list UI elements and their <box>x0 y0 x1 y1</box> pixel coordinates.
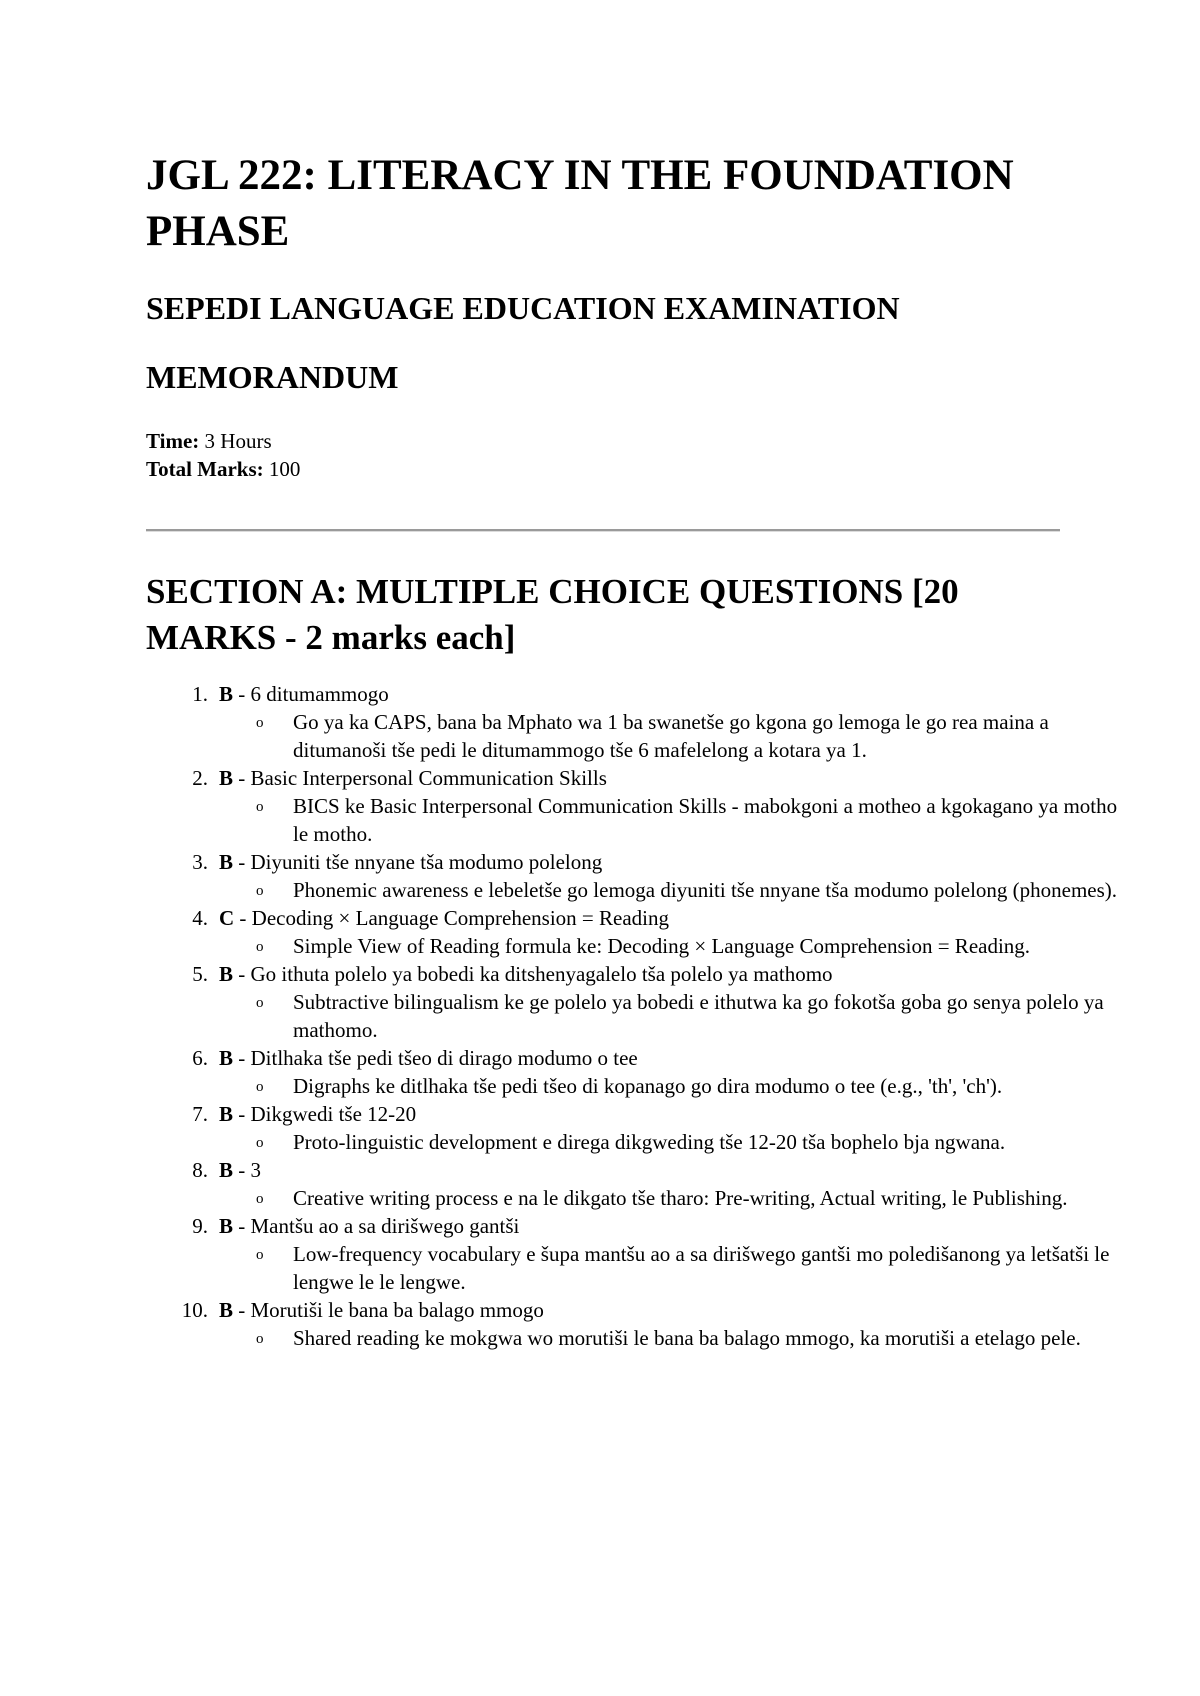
explanation-text: BICS ke Basic Interpersonal Communication Skills - mabokgoni a motheo a kgokagano ya motho le motho. <box>293 794 1118 846</box>
answer-letter: B <box>219 1102 234 1126</box>
explanation-item <box>146 876 1133 904</box>
explanation-item <box>146 1128 1133 1156</box>
question-number: 1. <box>192 682 208 706</box>
circle-bullet-icon: o <box>256 1191 264 1207</box>
answer-line <box>192 1212 1060 1240</box>
question-number: 5. <box>192 962 208 986</box>
explanation-item <box>146 1072 1133 1100</box>
question-number: 4. <box>192 906 208 930</box>
answer-letter: B <box>219 682 234 706</box>
answer-letter: C <box>219 906 235 930</box>
answer-item <box>146 680 1060 764</box>
answer-item <box>146 960 1104 1044</box>
answer-letter: B <box>219 1214 234 1238</box>
explanation-item <box>146 988 1133 1044</box>
circle-bullet-icon: o <box>256 1079 264 1095</box>
circle-bullet-icon: o <box>256 995 264 1011</box>
circle-bullet-icon: o <box>256 715 264 731</box>
answer-text: - 6 ditumammogo <box>233 682 389 706</box>
explanation-text: Phonemic awareness e lebeletše go lemoga diyuniti tše nnyane tša modumo polelong (phonemes). <box>293 878 1118 902</box>
exam-meta <box>146 427 300 483</box>
answer-item <box>146 1156 1068 1212</box>
explanation-text: Creative writing process e na le dikgato tše tharo: Pre-writing, Actual writing, le Publishing. <box>293 1186 1068 1210</box>
time-line <box>146 427 300 455</box>
circle-bullet-icon: o <box>256 883 264 899</box>
question-number: 8. <box>192 1158 208 1182</box>
explanation-item <box>146 708 1133 764</box>
answer-item <box>146 904 1060 960</box>
answer-line <box>192 904 1060 932</box>
answer-line <box>192 848 1060 876</box>
answer-line <box>192 1044 1060 1072</box>
question-number: 7. <box>192 1102 208 1126</box>
answer-text: - Decoding × Language Comprehension = Reading <box>234 906 669 930</box>
horizontal-divider <box>146 529 1060 532</box>
answer-list <box>146 680 1118 1352</box>
answer-letter: B <box>219 1158 234 1182</box>
explanation-item <box>146 1240 1133 1296</box>
answer-text: - Morutiši le bana ba balago mmogo <box>233 1298 544 1322</box>
circle-bullet-icon: o <box>256 799 264 815</box>
exam-subtitle: SEPEDI LANGUAGE EDUCATION EXAMINATION <box>146 290 900 326</box>
answer-text: - Diyuniti tše nnyane tša modumo polelong <box>233 850 603 874</box>
answer-item <box>146 1100 1060 1156</box>
explanation-item <box>146 792 1133 848</box>
section-a-title: SECTION A: MULTIPLE CHOICE QUESTIONS [20 MARKS - 2 marks each] <box>146 572 959 657</box>
explanation-text: Simple View of Reading formula ke: Decoding × Language Comprehension = Reading. <box>293 934 1031 958</box>
total-marks-value: 100 <box>268 457 301 481</box>
answer-letter: B <box>219 1298 234 1322</box>
answer-text: - Go ithuta polelo ya bobedi ka ditshenyagalelo tša polelo ya mathomo <box>233 962 833 986</box>
answer-text: - Mantšu ao a sa dirišwego gantši <box>233 1214 520 1238</box>
answer-item <box>146 848 1118 904</box>
answer-item <box>146 1044 1060 1100</box>
question-number: 3. <box>192 850 208 874</box>
answer-text: - Dikgwedi tše 12-20 <box>233 1102 417 1126</box>
explanation-text: Digraphs ke ditlhaka tše pedi tšeo di kopanago go dira modumo o tee (e.g., 'th', 'ch'). <box>293 1074 1003 1098</box>
answer-line <box>192 680 1060 708</box>
question-number: 9. <box>192 1214 208 1238</box>
time-value: 3 Hours <box>204 429 272 453</box>
answer-line <box>192 1100 1060 1128</box>
total-marks-label: Total Marks: <box>146 457 264 481</box>
question-number: 6. <box>192 1046 208 1070</box>
answer-letter: B <box>219 1046 234 1070</box>
answer-line <box>192 960 1060 988</box>
explanation-item <box>146 1324 1133 1352</box>
explanation-text: Go ya ka CAPS, bana ba Mphato wa 1 ba swanetše go kgona go lemoga le go rea maina a ditumanoši tše pedi le ditumammogo tše 6 mafelelong a kotara ya 1. <box>293 710 1049 762</box>
explanation-text: Shared reading ke mokgwa wo morutiši le bana ba balago mmogo, ka morutiši a etelago pele. <box>293 1326 1081 1350</box>
answer-line <box>192 1156 1060 1184</box>
explanation-item <box>146 1184 1133 1212</box>
document-title: JGL 222: LITERACY IN THE FOUNDATION PHASE <box>146 152 1014 255</box>
answer-item <box>146 1212 1110 1296</box>
total-marks-line <box>146 455 300 483</box>
explanation-text: Low-frequency vocabulary e šupa mantšu ao a sa dirišwego gantši mo poledišanong ya letšatši le lengwe le le lengwe. <box>293 1242 1110 1294</box>
answer-text: - Basic Interpersonal Communication Skills <box>233 766 607 790</box>
answer-letter: B <box>219 962 234 986</box>
explanation-item <box>146 932 1133 960</box>
answer-letter: B <box>219 766 234 790</box>
answer-text: - 3 <box>233 1158 262 1182</box>
circle-bullet-icon: o <box>256 1135 264 1151</box>
answer-letter: B <box>219 850 234 874</box>
circle-bullet-icon: o <box>256 939 264 955</box>
memorandum-heading: MEMORANDUM <box>146 359 399 395</box>
time-label: Time: <box>146 429 200 453</box>
circle-bullet-icon: o <box>256 1247 264 1263</box>
question-number: 2. <box>192 766 208 790</box>
answer-text: - Ditlhaka tše pedi tšeo di dirago modumo o tee <box>233 1046 638 1070</box>
answer-item <box>146 764 1118 848</box>
answer-line <box>181 1296 1060 1324</box>
circle-bullet-icon: o <box>256 1331 264 1347</box>
answer-line <box>192 764 1060 792</box>
explanation-text: Proto-linguistic development e direga dikgweding tše 12-20 tša bophelo bja ngwana. <box>293 1130 1006 1154</box>
question-number: 10. <box>181 1298 208 1322</box>
answer-item <box>146 1296 1081 1352</box>
explanation-text: Subtractive bilingualism ke ge polelo ya bobedi e ithutwa ka go fokotša goba go senya polelo ya mathomo. <box>293 990 1104 1042</box>
